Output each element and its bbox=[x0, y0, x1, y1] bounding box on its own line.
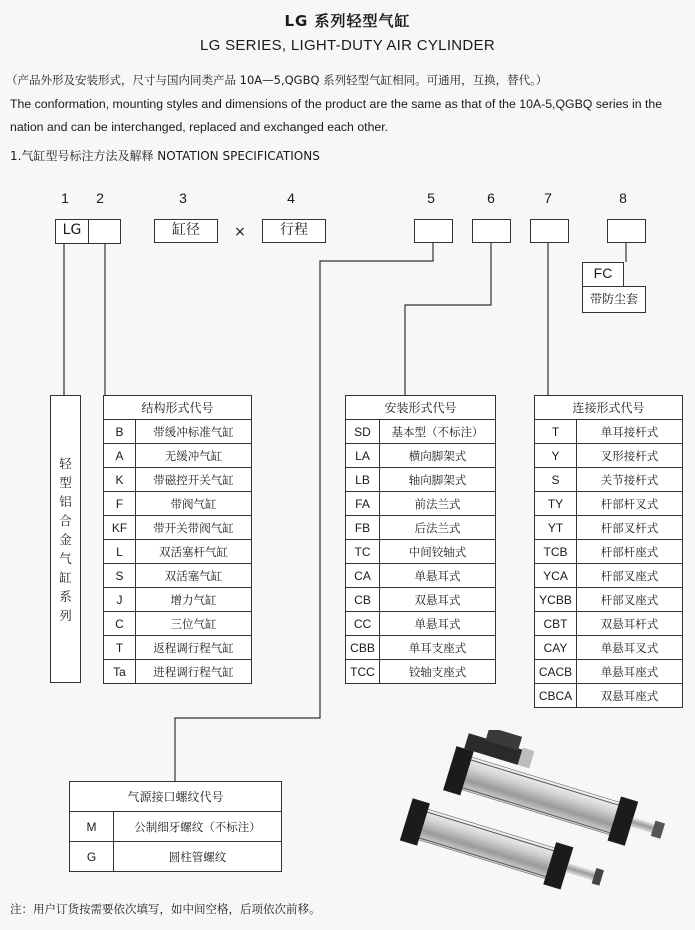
description-cell: 带磁控开关气缸 bbox=[136, 468, 252, 492]
series-char: 轻 bbox=[59, 455, 72, 471]
table-row bbox=[346, 564, 496, 588]
description-cell: 杆部杆座式 bbox=[577, 540, 683, 564]
table-row bbox=[535, 684, 683, 708]
structure-code-box bbox=[88, 219, 121, 244]
position-number: 2 bbox=[96, 190, 104, 206]
code-cell: CBCA bbox=[535, 684, 577, 708]
table-row bbox=[346, 612, 496, 636]
table-row bbox=[346, 660, 496, 684]
code-cell: LA bbox=[346, 444, 380, 468]
code-cell: G bbox=[70, 842, 114, 872]
table-row bbox=[104, 444, 252, 468]
position-number: 8 bbox=[619, 190, 627, 206]
table-row bbox=[104, 540, 252, 564]
series-char: 型 bbox=[59, 474, 72, 490]
description-cell: 叉形接杆式 bbox=[577, 444, 683, 468]
code-cell: CBT bbox=[535, 612, 577, 636]
description-cell: 公制细牙螺纹（不标注） bbox=[114, 812, 282, 842]
footer-note: 注：用户订货按需要依次填写，如中间空格，后项依次前移。 bbox=[10, 902, 321, 916]
cylinder-photo bbox=[380, 730, 670, 900]
description-cell: 后法兰式 bbox=[380, 516, 496, 540]
code-cell: FA bbox=[346, 492, 380, 516]
table-row bbox=[346, 420, 496, 444]
table-row bbox=[104, 492, 252, 516]
code-cell: L bbox=[104, 540, 136, 564]
description-cell: 带开关带阀气缸 bbox=[136, 516, 252, 540]
code-cell: T bbox=[535, 420, 577, 444]
code-cell: M bbox=[70, 812, 114, 842]
table-header: 气源接口螺纹代号 bbox=[70, 782, 282, 812]
description-cell: 单悬耳式 bbox=[380, 564, 496, 588]
table-row bbox=[104, 636, 252, 660]
connection-code-box bbox=[530, 219, 569, 243]
table-row bbox=[104, 564, 252, 588]
description-cell: 返程调行程气缸 bbox=[136, 636, 252, 660]
fc-label: 带防尘套 bbox=[582, 286, 646, 313]
code-cell: A bbox=[104, 444, 136, 468]
table-row bbox=[535, 612, 683, 636]
description-cell: 三位气缸 bbox=[136, 612, 252, 636]
code-cell: Ta bbox=[104, 660, 136, 684]
description-cell: 杆部叉杆式 bbox=[577, 516, 683, 540]
position-number: 3 bbox=[179, 190, 187, 206]
series-char: 铝 bbox=[59, 493, 72, 509]
position-number: 6 bbox=[487, 190, 495, 206]
series-code-box: LG bbox=[55, 219, 89, 244]
mounting-code-box bbox=[472, 219, 511, 243]
table-row bbox=[535, 636, 683, 660]
code-cell: TCB bbox=[535, 540, 577, 564]
code-cell: TC bbox=[346, 540, 380, 564]
table-row bbox=[535, 492, 683, 516]
intro-text-en: The conformation, mounting styles and dimensions of the product are the same as that of the 10A-5,QGBQ series in the nation and can be interchanged, replaced and exchanged each other. bbox=[10, 97, 663, 134]
code-cell: CBB bbox=[346, 636, 380, 660]
description-cell: 增力气缸 bbox=[136, 588, 252, 612]
table-header: 连接形式代号 bbox=[535, 396, 683, 420]
description-cell: 双悬耳座式 bbox=[577, 684, 683, 708]
code-cell: SD bbox=[346, 420, 380, 444]
code-cell: TCC bbox=[346, 660, 380, 684]
code-cell: YCA bbox=[535, 564, 577, 588]
code-cell: LB bbox=[346, 468, 380, 492]
series-char: 列 bbox=[59, 607, 72, 623]
code-cell: YCBB bbox=[535, 588, 577, 612]
code-cell: S bbox=[104, 564, 136, 588]
position-number: 5 bbox=[427, 190, 435, 206]
code-cell: CA bbox=[346, 564, 380, 588]
table-row bbox=[346, 492, 496, 516]
page-title-en: LG SERIES, LIGHT-DUTY AIR CYLINDER bbox=[200, 37, 495, 54]
table-row bbox=[346, 468, 496, 492]
description-cell: 单悬耳座式 bbox=[577, 660, 683, 684]
description-cell: 圆柱管螺纹 bbox=[114, 842, 282, 872]
description-cell: 单耳接杆式 bbox=[577, 420, 683, 444]
series-char: 金 bbox=[59, 531, 72, 547]
page-title-cn: LG 系列轻型气缸 bbox=[284, 12, 411, 30]
position-number: 1 bbox=[61, 190, 69, 206]
position-number: 7 bbox=[544, 190, 552, 206]
thread-table bbox=[69, 781, 282, 872]
times-sign: × bbox=[234, 224, 246, 240]
table-row bbox=[535, 588, 683, 612]
description-cell: 关节接杆式 bbox=[577, 468, 683, 492]
table-row bbox=[70, 842, 282, 872]
description-cell: 杆部叉座式 bbox=[577, 588, 683, 612]
description-cell: 单悬耳叉式 bbox=[577, 636, 683, 660]
description-cell: 杆部叉座式 bbox=[577, 564, 683, 588]
code-cell: FB bbox=[346, 516, 380, 540]
table-row bbox=[535, 660, 683, 684]
stroke-box: 行程 bbox=[262, 219, 326, 243]
table-row bbox=[346, 540, 496, 564]
code-cell: CACB bbox=[535, 660, 577, 684]
table-row bbox=[346, 444, 496, 468]
code-cell: T bbox=[104, 636, 136, 660]
table-row bbox=[104, 612, 252, 636]
description-cell: 单耳支座式 bbox=[380, 636, 496, 660]
thread-code-box bbox=[414, 219, 453, 243]
fc-code: FC bbox=[582, 262, 624, 287]
code-cell: S bbox=[535, 468, 577, 492]
table-row bbox=[70, 812, 282, 842]
series-char: 系 bbox=[59, 588, 72, 604]
table-header: 安装形式代号 bbox=[346, 396, 496, 420]
description-cell: 轴向脚架式 bbox=[380, 468, 496, 492]
code-cell: Y bbox=[535, 444, 577, 468]
description-cell: 双活塞杆气缸 bbox=[136, 540, 252, 564]
description-cell: 中间铰轴式 bbox=[380, 540, 496, 564]
description-cell: 基本型（不标注） bbox=[380, 420, 496, 444]
description-cell: 无缓冲气缸 bbox=[136, 444, 252, 468]
code-cell: CAY bbox=[535, 636, 577, 660]
description-cell: 横向脚架式 bbox=[380, 444, 496, 468]
description-cell: 带阀气缸 bbox=[136, 492, 252, 516]
description-cell: 进程调行程气缸 bbox=[136, 660, 252, 684]
description-cell: 单悬耳式 bbox=[380, 612, 496, 636]
code-cell: C bbox=[104, 612, 136, 636]
description-cell: 杆部杆叉式 bbox=[577, 492, 683, 516]
table-row bbox=[346, 516, 496, 540]
table-row bbox=[535, 468, 683, 492]
series-char: 缸 bbox=[59, 569, 72, 585]
dustcover-code-box bbox=[607, 219, 646, 243]
description-cell: 前法兰式 bbox=[380, 492, 496, 516]
code-cell: KF bbox=[104, 516, 136, 540]
code-cell: J bbox=[104, 588, 136, 612]
mounting-table bbox=[345, 395, 496, 684]
code-cell: CC bbox=[346, 612, 380, 636]
table-row bbox=[535, 516, 683, 540]
description-cell: 双活塞气缸 bbox=[136, 564, 252, 588]
code-cell: K bbox=[104, 468, 136, 492]
table-row bbox=[346, 636, 496, 660]
description-cell: 双悬耳杆式 bbox=[577, 612, 683, 636]
table-header: 结构形式代号 bbox=[104, 396, 252, 420]
description-cell: 双悬耳式 bbox=[380, 588, 496, 612]
table-row bbox=[535, 540, 683, 564]
code-cell: F bbox=[104, 492, 136, 516]
series-char: 气 bbox=[59, 550, 72, 566]
section-title: 1.气缸型号标注方法及解释 NOTATION SPECIFICATIONS bbox=[10, 149, 320, 163]
bore-box: 缸径 bbox=[154, 219, 218, 243]
table-row bbox=[535, 444, 683, 468]
table-row bbox=[535, 564, 683, 588]
table-row bbox=[104, 420, 252, 444]
code-cell: TY bbox=[535, 492, 577, 516]
description-cell: 铰轴支座式 bbox=[380, 660, 496, 684]
code-cell: B bbox=[104, 420, 136, 444]
series-char: 合 bbox=[59, 512, 72, 528]
description-cell: 带缓冲标准气缸 bbox=[136, 420, 252, 444]
table-row bbox=[104, 516, 252, 540]
code-cell: YT bbox=[535, 516, 577, 540]
code-cell: CB bbox=[346, 588, 380, 612]
table-row bbox=[104, 660, 252, 684]
table-row bbox=[346, 588, 496, 612]
table-row bbox=[104, 588, 252, 612]
series-vertical-label bbox=[50, 395, 81, 683]
table-row bbox=[535, 420, 683, 444]
structure-table bbox=[103, 395, 252, 684]
connection-table bbox=[534, 395, 683, 708]
table-row bbox=[104, 468, 252, 492]
intro-text-cn: （产品外形及安装形式，尺寸与国内同类产品 10A—5,QGBQ 系列轻型气缸相同。可通用，互换，替代。） bbox=[6, 73, 548, 87]
position-number: 4 bbox=[287, 190, 295, 206]
